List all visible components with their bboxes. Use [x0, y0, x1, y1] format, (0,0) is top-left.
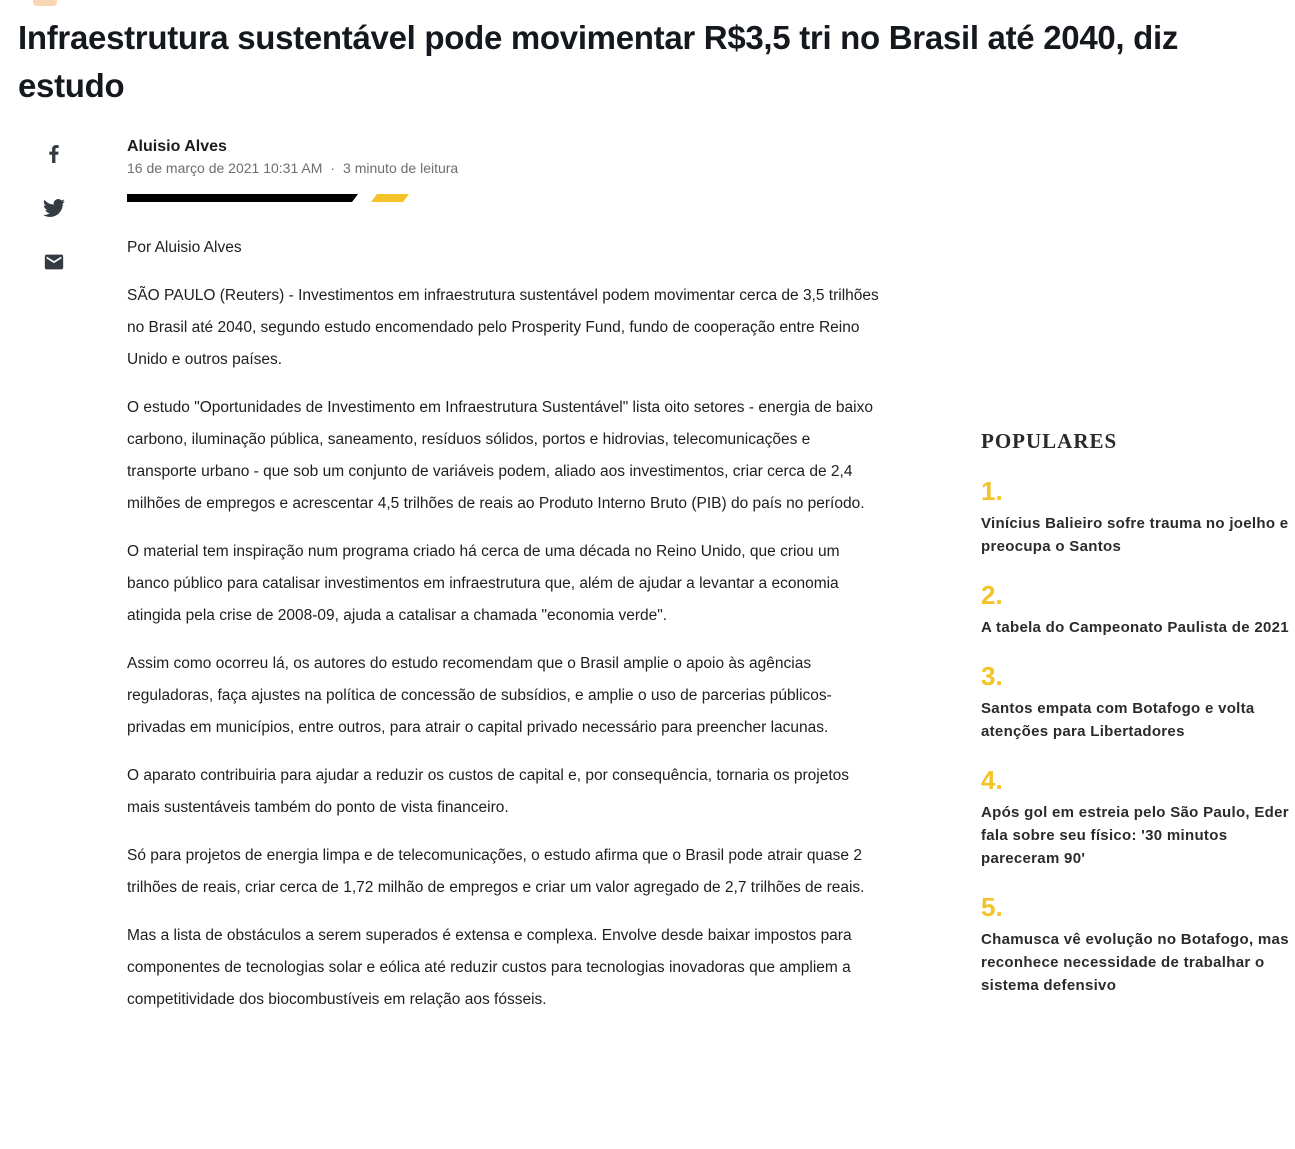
facebook-icon	[42, 142, 66, 166]
publish-date: 16 de março de 2021 10:31 AM	[127, 160, 323, 176]
cropped-logo-fragment	[33, 0, 57, 6]
populares-sidebar	[981, 428, 1289, 997]
popular-item-5[interactable]	[981, 892, 1289, 997]
email-share-button[interactable]	[41, 249, 67, 275]
article-paragraph: O estudo "Oportunidades de Investimento em Infraestrutura Sustentável" lista oito setores - energia de baixo carbono, iluminação pública, saneamento, resíduos sólidos, portos e hidrovias, telecomunicações e transporte urbano - que sob um conjunto de variáveis podem, aliado aos investimentos, criar cerca de 2,4 milhões de empregos e acrescentar 4,5 trilhões de reais ao Produto Interno Bruto (PIB) do país no período.	[127, 399, 873, 512]
popular-item-link[interactable]: Após gol em estreia pelo São Paulo, Eder fala sobre seu físico: '30 minutos pareceram 90'	[981, 804, 1289, 867]
popular-item-1[interactable]	[981, 476, 1289, 558]
yellow-bar	[371, 194, 409, 202]
author-name-link[interactable]: Aluisio Alves	[127, 138, 227, 155]
sidebar-title: POPULARES	[981, 429, 1118, 453]
popular-item-number: 4.	[981, 765, 1003, 795]
twitter-share-button[interactable]	[41, 195, 67, 221]
article-body	[127, 136, 882, 1016]
email-envelope-icon	[43, 251, 65, 273]
article-paragraph: Assim como ocorreu lá, os autores do estudo recomendam que o Brasil amplie o apoio às agências reguladoras, faça ajustes na política de concessão de subsídios, e amplie o uso de parcerias públicos-privadas em municípios, entre outros, para atrair o capital privado necessário para preencher lacunas.	[127, 655, 832, 736]
article-paragraph: O aparato contribuiria para ajudar a reduzir os custos de capital e, por consequência, tornaria os projetos mais sustentáveis também do ponto de vista financeiro.	[127, 767, 850, 816]
article-paragraph: O material tem inspiração num programa criado há cerca de uma década no Reino Unido, que criou um banco público para catalisar investimentos em infraestrutura que, além de ajudar a levantar a economia atingida pela crise de 2008-09, ajuda a catalisar a chamada "economia verde".	[127, 543, 840, 624]
popular-item-link[interactable]: Vinícius Balieiro sofre trauma no joelho e preocupa o Santos	[981, 515, 1289, 555]
meta-separator: ·	[330, 160, 336, 176]
byline: Por Aluisio Alves	[127, 239, 242, 256]
popular-item-link[interactable]: Chamusca vê evolução no Botafogo, mas reconhece necessidade de trabalhar o sistema defensivo	[981, 931, 1289, 994]
popular-item-number: 2.	[981, 580, 1003, 610]
popular-item-2[interactable]	[981, 580, 1289, 639]
popular-item-number: 1.	[981, 476, 1003, 506]
read-time: 3 minuto de leitura	[343, 160, 459, 176]
byline-decoration-bars	[127, 194, 882, 202]
social-share-rail	[41, 141, 67, 303]
popular-item-link[interactable]: A tabela do Campeonato Paulista de 2021	[981, 619, 1289, 636]
popular-item-link[interactable]: Santos empata com Botafogo e volta atenções para Libertadores	[981, 700, 1255, 740]
article-meta	[127, 158, 882, 178]
article-paragraph: SÃO PAULO (Reuters) - Investimentos em infraestrutura sustentável podem movimentar cerca de 3,5 trilhões no Brasil até 2040, segundo estudo encomendado pelo Prosperity Fund, fundo de cooperação entre Reino Unido e outros países.	[127, 287, 879, 368]
facebook-share-button[interactable]	[41, 141, 67, 167]
twitter-icon	[43, 197, 65, 219]
article-headline: Infraestrutura sustentável pode movimentar R$3,5 tri no Brasil até 2040, diz estudo	[18, 19, 1179, 104]
article-paragraph: Só para projetos de energia limpa e de telecomunicações, o estudo afirma que o Brasil pode atrair quase 2 trilhões de reais, criar cerca de 1,72 milhão de empregos e criar um valor agregado de 2,7 trilhões de reais.	[127, 847, 865, 896]
popular-item-3[interactable]	[981, 661, 1289, 743]
popular-item-4[interactable]	[981, 765, 1289, 870]
article-paragraph: Mas a lista de obstáculos a serem superados é extensa e complexa. Envolve desde baixar impostos para componentes de tecnologias solar e eólica até reduzir custos para tecnologias inovadoras que ampliem a competitividade dos biocombustíveis em relação aos fósseis.	[127, 927, 852, 1008]
popular-item-number: 3.	[981, 661, 1003, 691]
black-bar	[127, 194, 358, 202]
popular-item-number: 5.	[981, 892, 1003, 922]
